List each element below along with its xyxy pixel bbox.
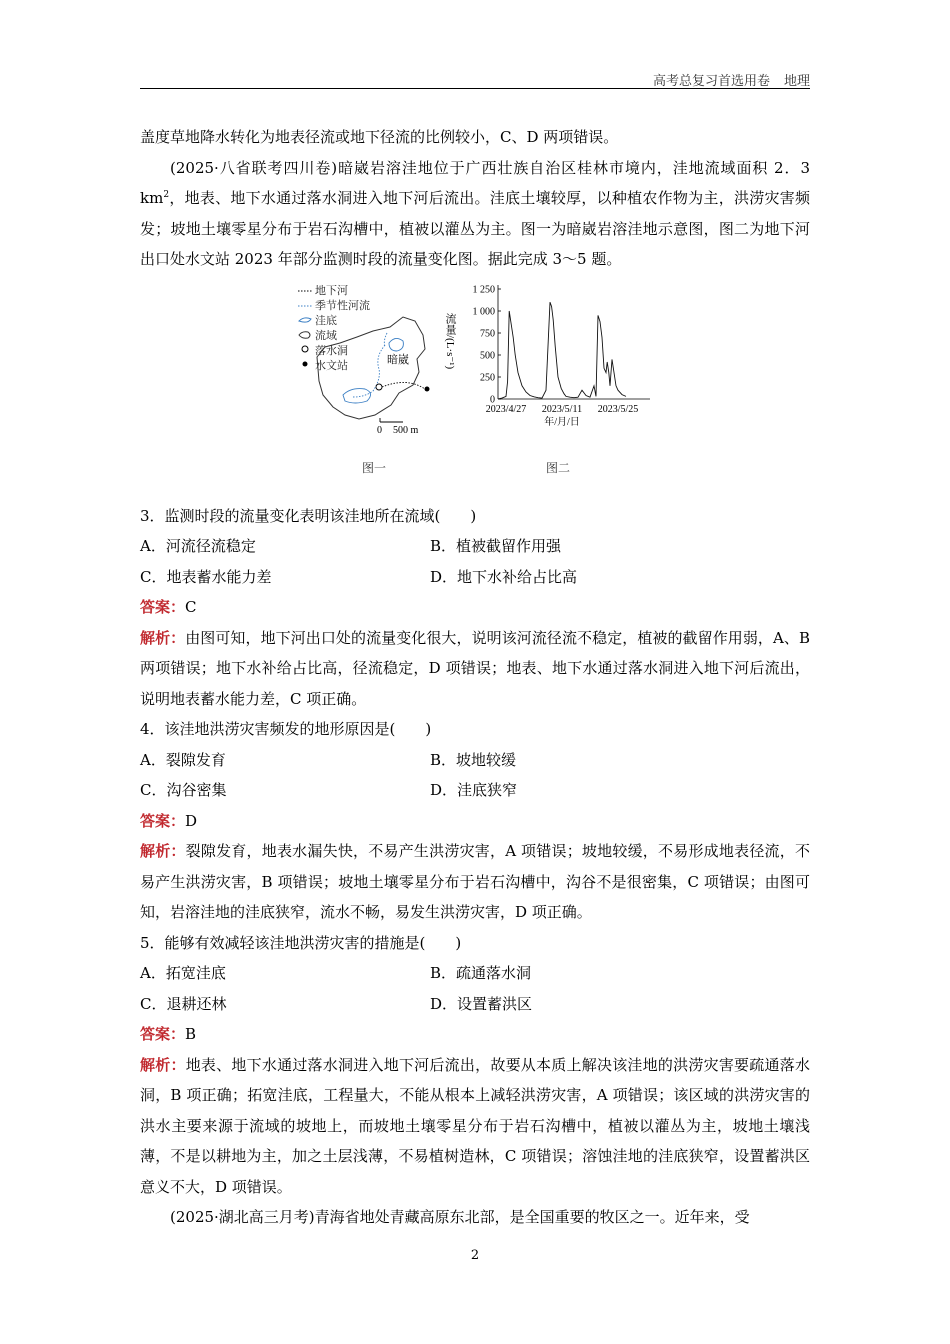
y-tick-label: 750 [480,328,495,339]
option: A．拓宽洼底 [140,964,226,982]
question-stem: 5．能够有效减轻该洼地洪涝灾害的措施是( ) [140,933,462,952]
next-passage-text: 青海省地处青藏高原东北部，是全国重要的牧区之一。近年来，受 [314,1208,750,1226]
analysis-label: 解析： [140,842,186,860]
option-row [140,958,810,989]
hydrologic-station-marker [425,386,430,391]
next-passage-source: (2025·湖北高三月考) [170,1208,315,1226]
legend-item [297,298,370,313]
y-tick-label: 1 250 [472,284,495,295]
book-title: 高考总复习首选用卷 [652,74,770,89]
y-tick-label: 0 [490,394,495,405]
subject-label: 地理 [783,74,810,89]
analysis [140,623,810,715]
header-rule [140,88,810,89]
question-stem: 4．该洼地洪涝灾害频发的地形原因是( ) [140,720,432,738]
answer-value: B [185,1025,197,1043]
option-row [140,989,810,1020]
intro-tail: 盖度草地降水转化为地表径流或地下径流的比例较小，C、D 两项错误。 [140,128,619,146]
depression-bottom-upper [389,338,403,351]
page-content [140,122,810,1233]
option: C．沟谷密集 [140,781,227,799]
analysis-text: 由图可知，地下河出口处的流量变化很大，说明该河流径流不稳定，植被的截留作用弱，A、B 两项错误；地下水补给占比高，径流稳定，D 项错误；地表、地下水通过落水洞进入地下河后流出，说明地表蓄水能力差，C 项正确。 [140,628,810,708]
y-axis-label: 流量/(L·s⁻¹) [444,312,456,369]
option: A．河流径流稳定 [140,537,256,555]
page-number: 2 [470,1248,480,1263]
seasonal-river-icon [297,298,313,313]
legend-item [297,283,370,298]
x-tick-label: 2023/5/11 [541,403,583,415]
figure2-caption: 图二 [546,460,571,475]
depression-bottom-icon [297,313,313,328]
y-tick-label: 500 [480,350,495,361]
x-tick-label: 2023/4/27 [485,403,527,415]
passage-superscript: 2 [163,190,170,200]
option: B．坡地较缓 [430,750,517,769]
option: D．洼底狭窄 [430,781,518,799]
seasonal-river-branch [384,333,387,347]
legend-label: 地下河 [315,283,348,297]
answer-label: 答案： [140,1025,186,1043]
y-tick-label: 250 [480,372,495,383]
analysis-label: 解析： [140,1055,186,1074]
figures [140,277,810,497]
answer-value: C [185,598,197,616]
analysis-label: 解析： [140,628,186,647]
option: C．退耕还林 [140,994,227,1013]
passage-source: (2025·八省联考四川卷) [170,158,338,177]
scale-zero: 0 [377,424,382,436]
questions [140,501,810,1203]
figure2-chart [442,277,660,447]
underground-river-icon [297,283,313,298]
legend-item [297,328,370,343]
legend-label: 洼底 [315,313,337,327]
option: C．地表蓄水能力差 [140,567,272,586]
legend-label: 季节性河流 [315,298,370,312]
legend-label: 落水洞 [315,343,348,357]
analysis-text: 裂隙发育，地表水漏失快，不易产生洪涝灾害，A 项错误；坡地较缓，不易形成地表径流，不易产生洪涝灾害，B 项错误；坡地土壤零星分布于岩石沟槽中，沟谷不是很密集，C 项错误；由图可知，岩溶洼地的洼底狭窄，流水不畅，易发生洪涝灾害，D 项正确。 [140,842,810,921]
analysis [140,836,810,928]
legend-label: 流域 [315,328,337,342]
question-stem: 3．监测时段的流量变化表明该洼地所在流域( ) [140,506,477,525]
option: B．疏通落水洞 [430,964,532,982]
sinkhole-marker [376,384,382,390]
legend-item [297,313,370,328]
answer-label: 答案： [140,811,186,830]
legend-item [297,343,370,358]
option-row [140,531,810,562]
option: B．植被截留作用强 [430,537,562,555]
page-header [140,70,810,89]
option-row [140,562,810,593]
passage [140,153,810,275]
option-row [140,745,810,776]
option-row [140,775,810,806]
place-label: 暗崴 [387,353,409,366]
legend-item [297,358,370,373]
answer-line [140,1019,810,1050]
scale-label: 500 m [393,424,419,436]
figure1-caption: 图一 [362,460,387,475]
legend-label: 水文站 [315,358,348,372]
next-passage [140,1202,810,1233]
sinkhole-icon [297,343,313,358]
answer-value: D [185,811,198,830]
series-line-0 [498,302,626,399]
x-axis-label: 年/月/日 [544,416,580,428]
figure1-legend [297,283,370,373]
depression-bottom-lower [343,388,371,402]
analysis-text: 地表、地下水通过落水洞进入地下河后流出，故要从本质上解决该洼地的洪涝灾害要疏通落水洞，B 项正确；拓宽洼底，工程量大，不能从根本上减轻洪涝灾害，A 项错误；该区域的洪涝灾害的洪水主要来源于流域的坡地上，而坡地土壤零星分布于岩石沟槽中，植被以灌丛为主，坡地土壤浅薄，不是以耕地为主，加之土层浅薄，不易植树造林，C 项错误；溶蚀洼地的洼底狭窄，设置蓄洪区意义不大，D 项错误。 [140,1055,810,1196]
analysis [140,1050,810,1203]
answer-label: 答案： [140,598,186,616]
x-tick-label: 2023/5/25 [597,403,639,415]
basin-icon [297,328,313,343]
answer-line [140,592,810,623]
y-tick-label: 1 000 [472,306,495,317]
option: A．裂隙发育 [140,750,226,769]
option: D．设置蓄洪区 [430,994,533,1013]
passage-text-2: ，地表、地下水通过落水洞进入地下河后流出。洼底土壤较厚，以种植农作物为主，洪涝灾害频发；坡地土壤零星分布于岩石沟槽中，植被以灌丛为主。图一为暗崴岩溶洼地示意图，图二为地下河出口处水文站 2023 年部分监测时段的流量变化图。据此完成 3～5 题。 [140,189,810,268]
answer-line [140,806,810,837]
passage-text-1: 暗崴岩溶洼地位于广西壮族自治区桂林市境内，洼地流域面积 2．3 km [140,158,810,207]
hydrologic-station-icon [297,358,313,373]
underground-river-path [382,382,425,389]
option: D．地下水补给占比高 [430,567,578,586]
